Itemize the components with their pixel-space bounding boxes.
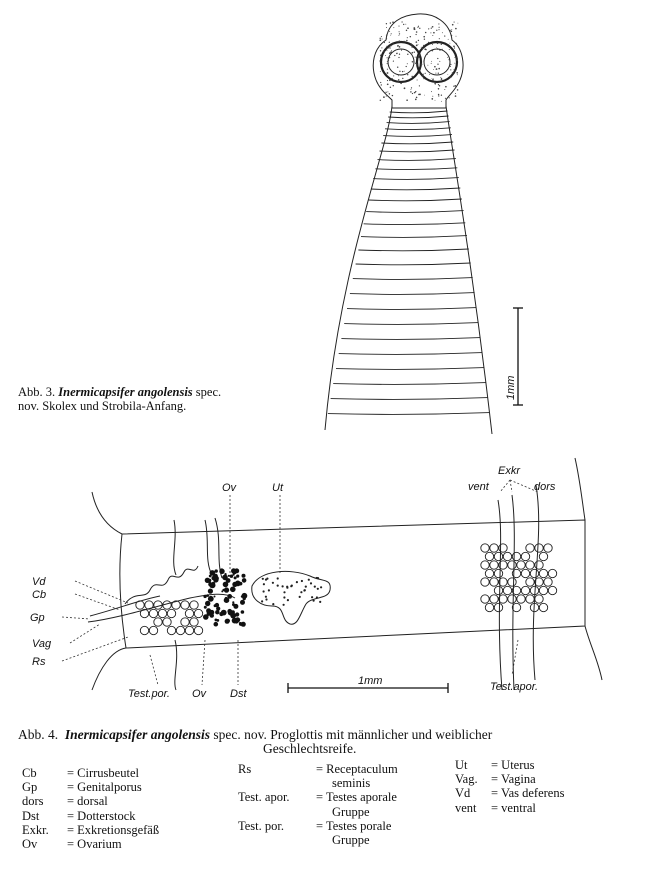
- label-vd: Vd: [32, 576, 46, 588]
- fig4-caption: [18, 728, 638, 756]
- testis-poral: [176, 626, 184, 634]
- testis-aporal: [521, 586, 529, 594]
- legend-row: vent = ventral: [455, 800, 536, 815]
- legend-row: Exkr. = Exkretionsgefäß: [22, 822, 160, 837]
- testis-aporal: [521, 552, 529, 560]
- ovary-lobe: [216, 619, 219, 622]
- testis-poral: [167, 626, 175, 634]
- testis-poral: [185, 609, 193, 617]
- testis-aporal: [508, 595, 516, 603]
- ovary-lobe: [215, 603, 219, 607]
- testis-poral: [136, 601, 144, 609]
- testis-aporal: [530, 569, 538, 577]
- fig3-caption-rest: spec.: [195, 385, 222, 399]
- ovary-lobe: [203, 595, 206, 598]
- testis-poral: [163, 618, 171, 626]
- legend-col2: Rs = Receptaculum seminis Test. apor. = Testes aporale Gruppe Test. por. = Testes porale Gruppe: [238, 762, 398, 848]
- testis-poral: [145, 601, 153, 609]
- testis-poral: [181, 601, 189, 609]
- ovary-lobe: [212, 577, 215, 580]
- legend-row: Ov = Ovarium: [22, 837, 122, 852]
- testis-aporal: [517, 561, 525, 569]
- ovary-lobe: [243, 597, 246, 600]
- testis-aporal: [481, 544, 489, 552]
- ovary-lobe: [225, 619, 230, 624]
- testis-poral: [185, 626, 193, 634]
- ovary-lobe: [210, 613, 214, 617]
- ovary-lobe: [232, 570, 237, 575]
- ovary-lobe: [232, 601, 234, 603]
- ovary-lobe: [224, 576, 227, 579]
- testis-aporal: [494, 552, 502, 560]
- testis-aporal: [508, 578, 516, 586]
- ovary-lobe: [230, 587, 236, 593]
- legend-col1: [22, 766, 159, 851]
- testis-aporal: [490, 561, 498, 569]
- testis-aporal: [494, 569, 502, 577]
- testis-poral: [194, 609, 202, 617]
- testis-aporal: [481, 578, 489, 586]
- testis-poral: [167, 609, 175, 617]
- testis-aporal: [508, 561, 516, 569]
- testis-poral: [154, 618, 162, 626]
- ovary-lobe: [209, 575, 212, 578]
- label-cb: Cb: [32, 589, 47, 601]
- ovary-lobe: [241, 622, 246, 627]
- ovary-lobe: [225, 597, 228, 600]
- testis-aporal: [494, 586, 502, 594]
- testis-aporal: [544, 578, 552, 586]
- testis-aporal: [494, 603, 502, 611]
- fig3-caption-prefix: Abb. 3.: [18, 385, 56, 399]
- ovary-lobe: [240, 600, 245, 605]
- ovary-lobe: [208, 589, 213, 594]
- testis-aporal: [539, 586, 547, 594]
- ovary-lobe: [219, 569, 224, 574]
- testis-aporal: [485, 552, 493, 560]
- testis-aporal: [481, 561, 489, 569]
- testis-aporal: [544, 544, 552, 552]
- ovary-lobe: [214, 596, 216, 598]
- ovary-lobe: [233, 574, 235, 576]
- testis-poral: [149, 626, 157, 634]
- fig4-caption-species: Inermicapsifer angolensis: [64, 727, 211, 742]
- testis-aporal: [526, 561, 534, 569]
- label-vent: vent: [468, 481, 489, 493]
- ovary-lobe: [227, 579, 229, 581]
- label-test-por: Test.por.: [128, 688, 170, 700]
- proglottis-outline: [92, 492, 585, 690]
- label-vag: Vag: [32, 638, 52, 650]
- label-ut: Ut: [272, 482, 283, 494]
- ovary-lobe: [242, 574, 246, 578]
- testis-aporal: [481, 595, 489, 603]
- legend-row: dors = dorsal: [22, 794, 108, 809]
- ovary-lobe: [234, 619, 239, 624]
- ovary-lobe: [224, 587, 229, 592]
- testis-aporal: [521, 569, 529, 577]
- testis-aporal: [539, 552, 547, 560]
- legend-row: Ut = Uterus: [455, 758, 535, 772]
- legend-row: Vag. = Vagina: [455, 772, 536, 787]
- ovary-lobe: [241, 595, 243, 597]
- ovary-lobe: [227, 609, 232, 614]
- fig4-caption-line2: Geschlechtsreife.: [263, 741, 357, 756]
- ovary-lobe: [239, 582, 243, 586]
- testis-aporal: [526, 595, 534, 603]
- legend-row: Cb = Cirrusbeutel: [22, 766, 139, 780]
- testis-aporal: [490, 595, 498, 603]
- testis-aporal: [490, 578, 498, 586]
- ovary-lobe: [227, 594, 232, 599]
- label-dst: Dst: [230, 688, 247, 700]
- legend-row: Test. apor. = Testes aporale: [238, 790, 397, 805]
- testis-aporal: [485, 603, 493, 611]
- ovary-lobe: [205, 601, 210, 606]
- fig3-scale-label: 1mm: [505, 375, 517, 400]
- testis-aporal: [535, 544, 543, 552]
- ovary-lobe: [224, 573, 226, 575]
- testis-aporal: [485, 569, 493, 577]
- ovary-lobe: [210, 582, 216, 588]
- legend-row: Vd = Vas deferens: [455, 786, 565, 801]
- ovary-lobe: [234, 605, 238, 609]
- label-gp: Gp: [30, 612, 45, 624]
- testis-poral: [181, 618, 189, 626]
- ovary-lobe: [212, 571, 214, 573]
- ovary-lobe: [215, 610, 219, 614]
- ovary-lobe: [204, 606, 207, 609]
- legend-col3: [455, 758, 564, 815]
- label-exkr: Exkr: [498, 465, 520, 477]
- legend-row: Test. por. = Testes porale: [238, 818, 392, 833]
- legend-row: Gp = Genitalporus: [22, 780, 142, 795]
- label-test-apor: Test.apor.: [490, 681, 539, 693]
- ovary-lobe: [207, 613, 210, 616]
- testis-poral: [140, 626, 148, 634]
- testis-aporal: [539, 603, 547, 611]
- label-dors: dors: [534, 481, 556, 493]
- legend-row: Rs = Receptaculum: [238, 762, 398, 776]
- testis-aporal: [535, 595, 543, 603]
- testis-aporal: [503, 586, 511, 594]
- fig4-caption-prefix: Abb. 4.: [18, 727, 59, 742]
- testis-poral: [140, 609, 148, 617]
- testis-poral: [190, 601, 198, 609]
- ovary-lobe: [214, 622, 219, 627]
- testis-poral: [158, 609, 166, 617]
- fig4-caption-rest: spec. nov. Proglottis mit männlicher und weiblicher: [213, 727, 493, 742]
- testis-poral: [172, 601, 180, 609]
- testis-poral: [149, 609, 157, 617]
- testis-aporal: [539, 569, 547, 577]
- label-ov-top: Ov: [222, 482, 237, 494]
- ovary-lobe: [234, 576, 237, 579]
- label-ov-bottom: Ov: [192, 688, 207, 700]
- testis-aporal: [490, 544, 498, 552]
- testis-aporal: [526, 578, 534, 586]
- label-rs: Rs: [32, 656, 46, 668]
- ovary-lobe: [219, 612, 223, 616]
- ovary-lobe: [241, 610, 245, 614]
- ovary-lobe: [208, 596, 214, 602]
- ovary-lobe: [221, 590, 223, 592]
- testis-aporal: [526, 544, 534, 552]
- testis-poral: [190, 618, 198, 626]
- testis-aporal: [512, 552, 520, 560]
- ovary-lobe: [228, 575, 230, 577]
- testis-aporal: [548, 569, 556, 577]
- legend-row: Dst = Dotterstock: [22, 808, 136, 823]
- fig3-caption-species: Inermicapsifer angolensis: [58, 385, 193, 399]
- testis-aporal: [503, 552, 511, 560]
- fig3-caption-line2: nov. Skolex und Strobila-Anfang.: [18, 399, 187, 413]
- ovary-lobe: [242, 578, 247, 583]
- testis-poral: [194, 626, 202, 634]
- fig4-scale-label: 1mm: [358, 675, 383, 687]
- testis-aporal: [517, 595, 525, 603]
- testis-aporal: [535, 561, 543, 569]
- ovary-lobe: [236, 575, 239, 578]
- testis-aporal: [548, 586, 556, 594]
